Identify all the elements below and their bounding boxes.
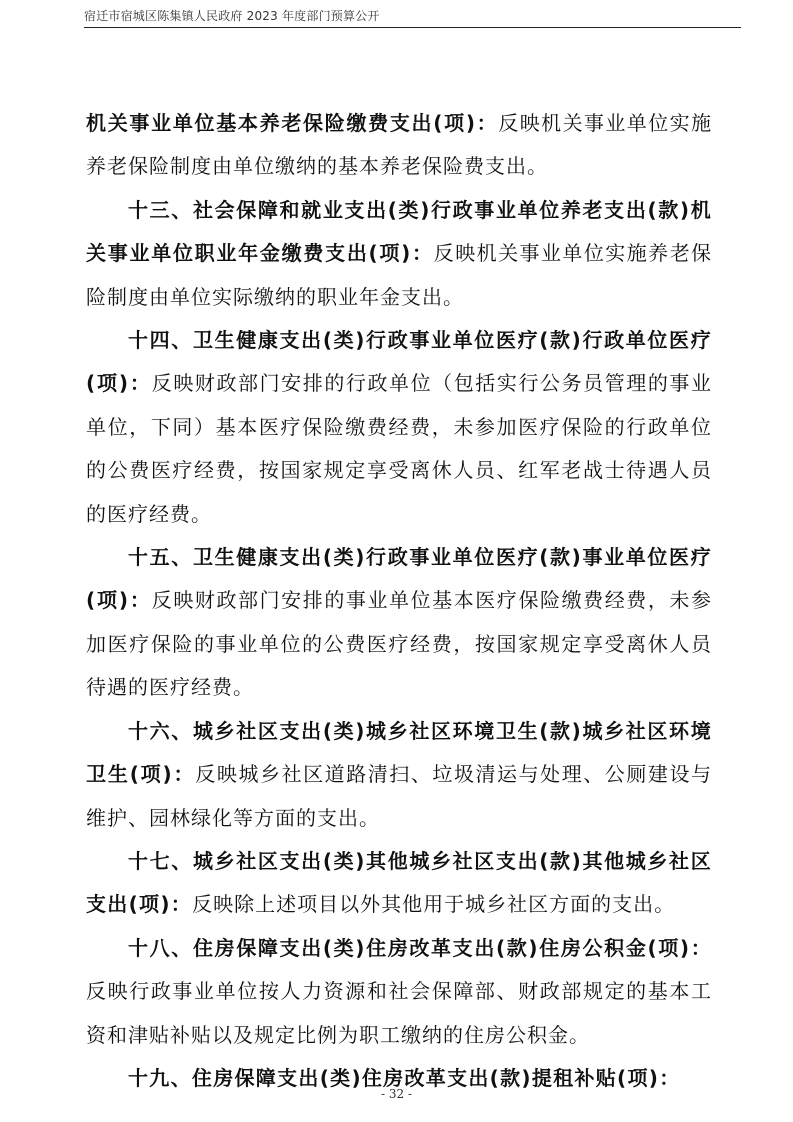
paragraph-text: 反映机关事业单位实施养老保险制度由单位实际缴纳的职业年金支出。 (86, 241, 712, 309)
page-header-title: 宿迁市宿城区陈集镇人民政府 2023 年度部门预算公开 (84, 9, 380, 23)
paragraph-heading: 十九、住房保障支出(类)住房改革支出(款)提租补贴(项)： (128, 1065, 681, 1090)
paragraph-heading: 十七、城乡社区支出(类)其他城乡社区支出(款)其他城乡社区支出(项)： (86, 848, 712, 917)
paragraph-heading: 机关事业单位基本养老保险缴费支出(项)： (86, 111, 499, 135)
paragraph-basic-pension (86, 102, 712, 189)
paragraph-housing-fund (86, 927, 712, 1057)
paragraph-text: 反映财政部门安排的事业单位基本医疗保险缴费经费，未参加医疗保险的事业单位的公费医疗经费，按国家规定享受离休人员待遇的医疗经费。 (86, 588, 713, 700)
paragraph-heading: 十八、住房保障支出(类)住房改革支出(款)住房公积金(项)： (128, 935, 712, 960)
paragraph-text: 反映行政事业单位按人力资源和社会保障部、财政部规定的基本工资和津贴补贴以及规定比例为职工缴纳的住房公积金。 (86, 979, 712, 1047)
paragraph-occupational-annuity (86, 189, 712, 319)
paragraph-heading: 十四、卫生健康支出(类)行政事业单位医疗(款)行政单位医疗(项)： (86, 328, 712, 396)
paragraph-heading: 十五、卫生健康支出(类)行政事业单位医疗(款)事业单位医疗(项)： (86, 545, 712, 613)
paragraph-text: 反映机关事业单位实施养老保险制度由单位缴纳的基本养老保险费支出。 (86, 111, 713, 179)
paragraph-text: 反映除上述项目以外其他用于城乡社区方面的支出。 (192, 892, 676, 917)
paragraph-heading: 十三、社会保障和就业支出(类)行政事业单位养老支出(款)机关事业单位职业年金缴费支出(项)： (86, 197, 712, 266)
header-divider (84, 27, 741, 28)
paragraph-text: 反映财政部门安排的行政单位（包括实行公务员管理的事业单位，下同）基本医疗保险缴费经费，未参加医疗保险的行政单位的公费医疗经费，按国家规定享受离休人员、红军老战士待遇人员的医疗经费。 (86, 371, 713, 526)
paragraph-community-sanitation (86, 710, 712, 840)
document-body (86, 102, 712, 1100)
paragraph-other-community (86, 840, 712, 927)
page-number: - 32 - (380, 1087, 412, 1101)
paragraph-text: 反映城乡社区道路清扫、垃圾清运与处理、公厕建设与维护、园林绿化等方面的支出。 (86, 762, 712, 830)
paragraph-public-institution-medical (86, 536, 712, 710)
paragraph-heading: 十六、城乡社区支出(类)城乡社区环境卫生(款)城乡社区环境卫生(项)： (86, 718, 712, 787)
paragraph-admin-unit-medical (86, 319, 712, 536)
